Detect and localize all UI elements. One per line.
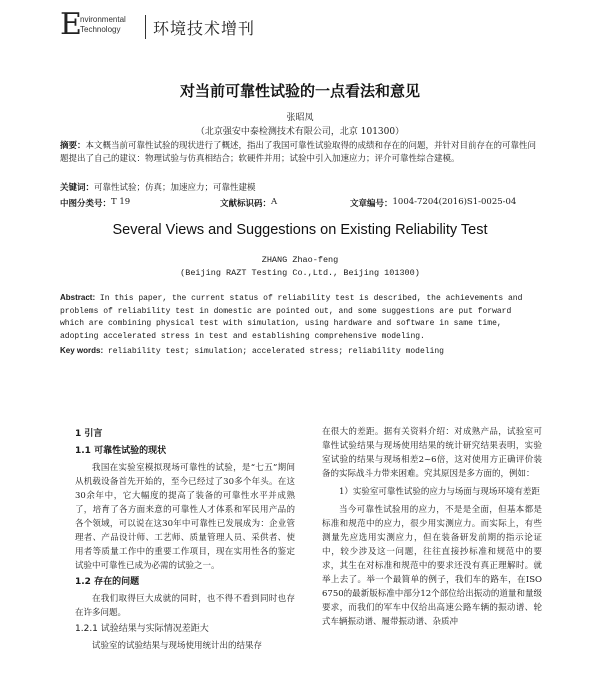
subsubsection-heading: 1.2.1 试验结果与实际情况差距大 [75,624,209,634]
keywords-en [60,345,540,358]
abstract-en-text: In this paper, the current status of reliability test is described, the achievements and problems of reliability test in domestic are pointed out, and some suggestions are put forward which are combining physical test with simulation, using hardware and software in same time, adopting accelerated stress in test and establishing comprehensive modeling. [60,294,523,341]
journal-logo: E [60,7,82,42]
affiliation-cn: （北京强安中泰检测技术有限公司，北京 101300） [195,127,405,137]
clc-value: T 19 [111,197,131,207]
paper-title-cn: 对当前可靠性试验的一点看法和意见 [179,82,420,100]
author-cn: 张昭凤 [286,113,314,123]
doc-code-label: 文献标识码： [220,199,272,209]
paper-title-en: Several Views and Suggestions on Existing Reliability Test [112,222,488,238]
journal-logo-wordmark [80,15,126,35]
abstract-cn [60,140,540,166]
subsection-heading-status: 1.1 可靠性试验的现状 [75,446,167,456]
paragraph: 试验室的试验结果与现场使用统计出的结果存 [92,641,263,651]
abstract-cn-label: 摘要： [60,141,86,151]
affiliation-en: (Beijing RAZT Testing Co.,Ltd., Beijing 101300) [180,268,420,278]
abstract-cn-text: 本文概当前可靠性试验的现状进行了概述，指出了我国可靠性试验取得的成绩和存在的问题，并针对目前存在的可靠性问题提出了自己的建议：物理试验与仿真相结合；软硬件并用；试验中引入加速应力；评介可靠性综合建模。 [60,141,537,164]
keywords-cn-text: 可靠性试验；仿真；加速应力；可靠性建模 [94,183,256,193]
clc-label: 中图分类号： [60,199,112,209]
abstract-en [60,292,540,343]
article-no-label: 文章编号： [350,199,393,209]
keywords-en-text: reliability test; simulation; accelerated stress; reliability modeling [103,347,444,356]
paragraph: 当今可靠性试验用的应力，不是是全面，但基本都是标准和规范中的应力，很少用实测应力。而实际上，有些测量先应选用实测应力，但在装备研发前期的指示论证中，较少涉及这一问题，往往直接抄标准和规范中的要求，其生在对标准和规范中的要求还没有真正理解时。就举上去了。举一个最简单的例子，我们车的路车，在ISO 6750的最新版标准中部分12个部位给出振动的道量和量级要求，而我们的军车中仅给出高速公路车辆的振动谱、轮式车辆振动谱、履带振动谱、杂质冲 [322,505,542,627]
keywords-en-label: Key words: [60,346,104,355]
list-item-heading: 1）实验室可靠性试验的应力与场面与现场环境有差距 [339,487,540,497]
logo-line-2: Technology [80,25,121,34]
abstract-en-label: Abstract: [60,293,96,302]
section-heading-intro: 1 引言 [75,429,103,439]
paragraph: 我国在实验室模拟现场可靠性的试验，是“七五”期间从机载设备首先开始的，至今已经过了30多个年头。在这30余年中，它大幅度的提高了装备的可靠性水平并成熟了，培育了各方面来意的可靠性人才体系和军民用产品的各个领域，可以说在这30年中可靠性已发展成为：企业管理者、产品设计师、工艺师、质量管理人员、采供者、使用者等质量工作中的重要工作项目，现在实用性各的鉴定试验中可靠性已成为必需的试验之一。 [75,463,295,571]
body-column-right [322,425,542,631]
author-en: ZHANG Zhao-feng [261,255,339,265]
paragraph: 在我们取得巨大成就的同时，也不得不看到同时也存在许多问题。 [75,594,295,618]
journal-header [60,7,540,46]
paragraph: 在很大的差距。据有关资料介绍：对成熟产品，试验室可靠性试验结果与现场使用结果的统计研究结果表明，实验室试验的结果与现场相差2~6倍，这对使用方正确评价装备的实际战斗力带来困难。究其原因是多方面的，例如： [322,427,542,479]
journal-name-cn: 环境技术增刊 [153,19,256,38]
logo-line-1: nvironmental [80,15,126,24]
subsection-heading-problems: 1.2 存在的问题 [75,577,140,587]
keywords-cn [60,182,540,195]
keywords-cn-label: 关键词： [60,183,95,193]
classification-line [60,197,540,209]
doc-code-value: A [271,197,278,207]
header-divider [145,15,146,39]
article-no-value: 1004-7204(2016)S1-0025-04 [392,197,517,207]
body-column-left [75,425,295,655]
